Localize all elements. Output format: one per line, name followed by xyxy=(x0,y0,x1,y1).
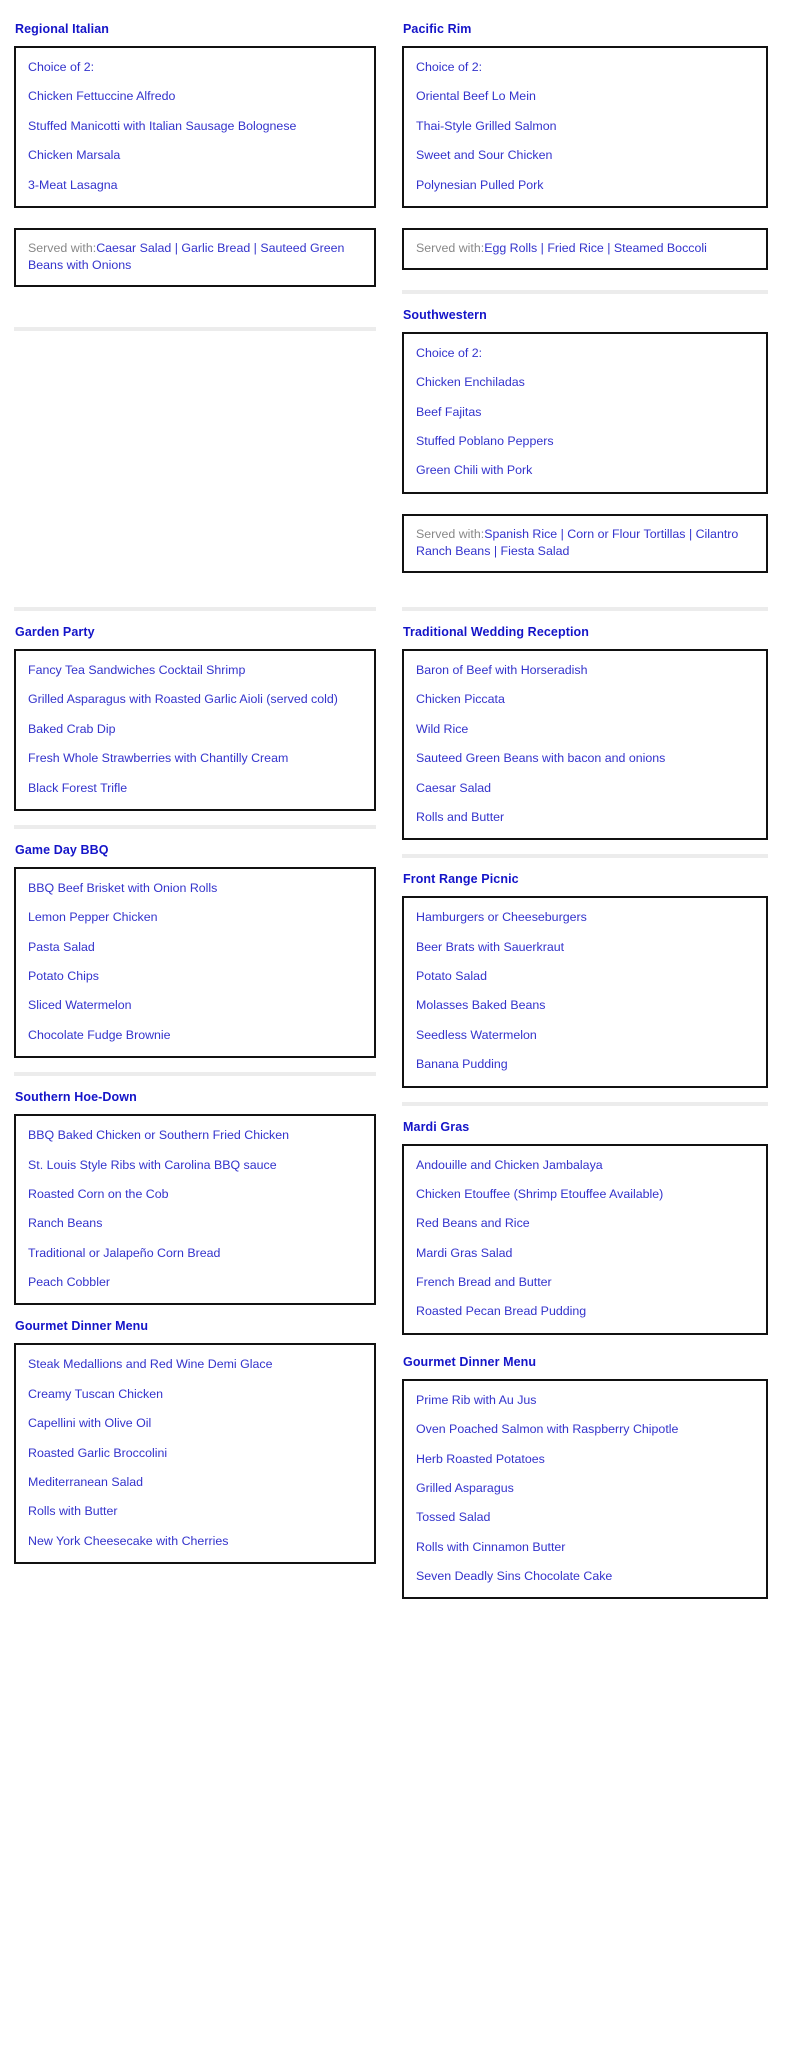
menu-card-southern-hoe-down xyxy=(14,1114,376,1305)
menu-item: Roasted Garlic Broccolini xyxy=(28,1445,168,1460)
spacer xyxy=(402,858,768,872)
spacer xyxy=(14,1058,376,1072)
menu-card-front-range-picnic xyxy=(402,896,768,1087)
menu-item: BBQ Beef Brisket with Onion Rolls xyxy=(28,880,218,895)
section-title-regional-italian: Regional Italian xyxy=(15,22,109,36)
menu-item: Roasted Pecan Bread Pudding xyxy=(416,1304,587,1319)
menu-item: Ranch Beans xyxy=(28,1216,103,1231)
menu-card-southwestern xyxy=(402,332,768,494)
menu-item: Rolls and Butter xyxy=(416,809,505,824)
section-title-mardi-gras: Mardi Gras xyxy=(403,1119,470,1134)
menu-card-traditional-wedding-reception xyxy=(402,649,768,840)
menu-item: Hamburgers or Cheeseburgers xyxy=(416,910,587,925)
menu-item: Choice of 2: xyxy=(416,345,483,360)
menu-item: Seven Deadly Sins Chocolate Cake xyxy=(416,1569,613,1584)
section-title-garden-party: Garden Party xyxy=(15,625,95,640)
section-title-gourmet-dinner-menu-right: Gourmet Dinner Menu xyxy=(403,1354,537,1369)
section-title-game-day-bbq: Game Day BBQ xyxy=(15,842,109,857)
served-with-value: Caesar Salad | Garlic Bread | Sauteed Green Beans with Onions xyxy=(28,240,345,272)
menu-item: Fresh Whole Strawberries with Chantilly Cream xyxy=(28,751,289,766)
menu-item: Potato Salad xyxy=(416,969,487,984)
menu-item: Molasses Baked Beans xyxy=(416,998,546,1013)
menu-item: Oven Poached Salmon with Raspberry Chipotle xyxy=(416,1422,679,1437)
menu-item: Red Beans and Rice xyxy=(416,1216,530,1231)
menu-item: Tossed Salad xyxy=(416,1510,491,1525)
menu-item: BBQ Baked Chicken or Southern Fried Chicken xyxy=(28,1128,290,1143)
menu-card-regional-italian xyxy=(14,46,376,208)
menu-item: Choice of 2: xyxy=(416,60,483,74)
menu-item: Sauteed Green Beans with bacon and onions xyxy=(416,751,666,766)
spacer xyxy=(14,811,376,825)
menu-item: Green Chili with Pork xyxy=(416,463,533,478)
menu-item: Beer Brats with Sauerkraut xyxy=(416,939,565,954)
section-title-traditional-wedding-reception: Traditional Wedding Reception xyxy=(403,625,590,640)
separator-row xyxy=(0,607,785,611)
menu-item: Beef Fajitas xyxy=(416,404,482,419)
menu-item: Mediterranean Salad xyxy=(28,1474,144,1489)
menu-item: Fancy Tea Sandwiches Cocktail Shrimp xyxy=(28,663,246,678)
separator-cell-right xyxy=(392,327,784,331)
menu-item: Grilled Asparagus with Roasted Garlic Aioli (served cold) xyxy=(28,692,338,707)
menu-item: Banana Pudding xyxy=(416,1057,508,1072)
menu-item: French Bread and Butter xyxy=(416,1275,552,1290)
menu-item: Polynesian Pulled Pork xyxy=(416,177,544,192)
separator-cell-right xyxy=(392,607,784,611)
served-with-card-southwestern xyxy=(402,514,768,573)
menu-item: Creamy Tuscan Chicken xyxy=(28,1386,163,1401)
separator-cell-left xyxy=(0,607,392,611)
menu-item: Baron of Beef with Horseradish xyxy=(416,663,588,678)
separator-cell-left xyxy=(0,327,392,331)
menu-item: Rolls with Butter xyxy=(28,1504,118,1519)
menu-item: St. Louis Style Ribs with Carolina BBQ sauce xyxy=(28,1157,277,1172)
menu-card-garden-party xyxy=(14,649,376,811)
menu-item: Chocolate Fudge Brownie xyxy=(28,1027,171,1042)
column-left xyxy=(0,22,392,287)
section-title-front-range-picnic: Front Range Picnic xyxy=(403,872,519,887)
menu-item: Black Forest Trifle xyxy=(28,780,128,795)
menu-item: Andouille and Chicken Jambalaya xyxy=(416,1157,603,1172)
spacer xyxy=(402,270,768,290)
section-title-southwestern: Southwestern xyxy=(403,307,487,322)
menu-item: Caesar Salad xyxy=(416,780,492,795)
spacer xyxy=(402,1088,768,1102)
menu-item: Choice of 2: xyxy=(28,60,95,74)
spacer xyxy=(0,577,785,607)
menu-item: New York Cheesecake with Cherries xyxy=(28,1533,229,1548)
menu-item: Steak Medallions and Red Wine Demi Glace xyxy=(28,1357,273,1372)
menu-item: Potato Chips xyxy=(28,969,99,984)
served-with-value: Spanish Rice | Corn or Flour Tortillas | Cilantro Ranch Beans | Fiesta Salad xyxy=(416,526,739,558)
menu-item: Stuffed Poblano Peppers xyxy=(416,434,554,449)
spacer xyxy=(402,1106,768,1120)
menu-item: Oriental Beef Lo Mein xyxy=(416,89,536,104)
served-with-line xyxy=(416,240,754,257)
menu-item: Chicken Fettuccine Alfredo xyxy=(28,89,176,104)
section-separator xyxy=(402,607,768,611)
menu-item: Peach Cobbler xyxy=(28,1275,110,1290)
section-separator xyxy=(14,607,376,611)
served-with-label: Served with: xyxy=(416,240,485,255)
menu-item: Herb Roasted Potatoes xyxy=(416,1451,545,1466)
served-with-value: Egg Rolls | Fried Rice | Steamed Boccoli xyxy=(484,240,707,255)
menu-item: 3-Meat Lasagna xyxy=(28,177,118,192)
menu-item: Chicken Etouffee (Shrimp Etouffee Available) xyxy=(416,1186,664,1201)
menu-item: Sliced Watermelon xyxy=(28,998,132,1013)
menu-item: Thai-Style Grilled Salmon xyxy=(416,118,557,133)
menu-item: Capellini with Olive Oil xyxy=(28,1416,152,1431)
menu-item: Baked Crab Dip xyxy=(28,721,116,736)
menu-item: Traditional or Jalapeño Corn Bread xyxy=(28,1245,221,1260)
menu-row-2 xyxy=(0,625,785,1599)
section-title-pacific-rim: Pacific Rim xyxy=(403,22,472,36)
menu-item: Grilled Asparagus xyxy=(416,1480,514,1495)
spacer xyxy=(402,840,768,854)
spacer xyxy=(402,294,768,308)
menu-item: Stuffed Manicotti with Italian Sausage Bolognese xyxy=(28,118,297,133)
menu-item: Chicken Marsala xyxy=(28,148,121,163)
spacer xyxy=(0,611,785,625)
column-right xyxy=(392,625,784,1599)
spacer xyxy=(402,1335,768,1355)
served-with-card-pacific-rim xyxy=(402,228,768,270)
menu-item: Lemon Pepper Chicken xyxy=(28,910,158,925)
menu-item: Roasted Corn on the Cob xyxy=(28,1186,169,1201)
column-left xyxy=(0,625,392,1564)
menu-item: Seedless Watermelon xyxy=(416,1027,537,1042)
spacer xyxy=(14,829,376,843)
menu-card-pacific-rim xyxy=(402,46,768,208)
column-right xyxy=(392,22,784,573)
served-with-label: Served with: xyxy=(416,526,485,541)
menu-item: Chicken Piccata xyxy=(416,692,505,707)
served-with-label: Served with: xyxy=(28,240,97,255)
spacer xyxy=(14,1076,376,1090)
menu-item: Sweet and Sour Chicken xyxy=(416,148,553,163)
served-with-line xyxy=(28,240,362,274)
menu-card-game-day-bbq xyxy=(14,867,376,1058)
section-separator xyxy=(14,327,376,331)
separator-row xyxy=(0,327,785,331)
menu-item: Pasta Salad xyxy=(28,939,95,954)
served-with-card-regional-italian xyxy=(14,228,376,287)
menu-item: Chicken Enchiladas xyxy=(416,375,525,390)
menu-item: Wild Rice xyxy=(416,721,469,736)
served-with-line xyxy=(416,526,754,560)
menu-card-gourmet-dinner-menu-left xyxy=(14,1343,376,1564)
menu-item: Prime Rib with Au Jus xyxy=(416,1392,537,1407)
menu-card-mardi-gras xyxy=(402,1144,768,1335)
spacer xyxy=(14,1305,376,1319)
menu-item: Mardi Gras Salad xyxy=(416,1245,513,1260)
section-title-gourmet-dinner-menu-left: Gourmet Dinner Menu xyxy=(15,1319,149,1334)
menu-item: Rolls with Cinnamon Butter xyxy=(416,1539,566,1554)
section-title-southern-hoe-down: Southern Hoe-Down xyxy=(15,1090,137,1105)
menu-card-gourmet-dinner-menu-right xyxy=(402,1379,768,1600)
